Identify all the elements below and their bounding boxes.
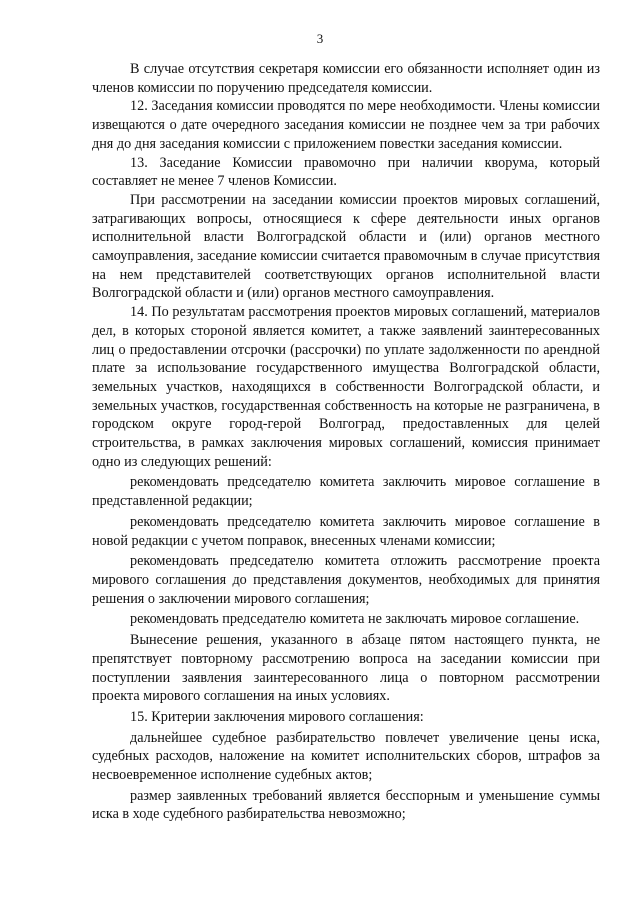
- decision-option-2: рекомендовать председателю комитета заключить мировое соглашение в новой редакции с учетом поправок, внесенных членами комиссии;: [92, 513, 600, 549]
- paragraph-12-meetings: 12. Заседания комиссии проводятся по мере необходимости. Члены комиссии извещаются о дате очередного заседания комиссии не позднее чем за три рабочих дня до дня заседания комиссии с приложением повестки заседания комиссии.: [92, 98, 600, 152]
- criterion-2: размер заявленных требований является бесспорным и уменьшение суммы иска в ходе судебного разбирательства невозможно;: [92, 787, 600, 823]
- decision-option-3: рекомендовать председателю комитета отложить рассмотрение проекта мирового соглашения до представления документов, необходимых для принятия решения о заключении мирового соглашения;: [92, 553, 600, 607]
- page-number: 3: [316, 31, 324, 46]
- decision-option-1: рекомендовать председателю комитета заключить мировое соглашение в представленной редакции;: [92, 474, 600, 510]
- criterion-1: дальнейшее судебное разбирательство повлечет увеличение цены иска, судебных расходов, наложение на комитет исполнительских сборов, штрафов за несвоевременное исполнение судебных актов;: [92, 729, 600, 784]
- paragraph-14-decisions: 14. По результатам рассмотрения проектов мировых соглашений, материалов дел, в которых стороной является комитет, а также заявлений заинтересованных лиц о предоставлении отсрочки (рассрочки) по уплате задолженности по арендной плате за использование государственного имущества Волгоградской области, земельных участков, находящихся в собственности Волгоградской области, и земельных участков, государственная собственность на которые не разграничена, в городском округе город-герой Волгоград, предоставленных для целей строительства, в рамках заключения мировых соглашений, комиссия принимает одно из следующих решений:: [92, 304, 600, 470]
- decision-option-4: рекомендовать председателю комитета не заключать мировое соглашение.: [130, 611, 580, 628]
- paragraph-15-criteria: 15. Критерии заключения мирового соглашения:: [130, 708, 424, 725]
- paragraph-representatives: При рассмотрении на заседании комиссии проектов мировых соглашений, затрагивающих вопросы, относящиеся к сфере деятельности иных органов исполнительной власти Волгоградской области и (или) органов местного самоуправления, заседание комиссии считается правомочным в случае присутствия на нем представителей соответствующих органов исполнительной власти Волгоградской области и (или) органов местного самоуправления.: [92, 191, 600, 302]
- paragraph-13-quorum: 13. Заседание Комиссии правомочно при наличии кворума, который составляет не менее 7 членов Комиссии.: [92, 154, 600, 190]
- paragraph-repeat-consideration: Вынесение решения, указанного в абзаце пятом настоящего пункта, не препятствует повторному рассмотрению вопроса на заседании комиссии при поступлении заявления заинтересованного лица о повторном рассмотрении проекта мирового соглашения на иных условиях.: [92, 632, 600, 705]
- paragraph-secretary-absence: В случае отсутствия секретаря комиссии его обязанности исполняет один из членов комиссии по поручению председателя комиссии.: [92, 61, 600, 96]
- document-body: [92, 60, 600, 824]
